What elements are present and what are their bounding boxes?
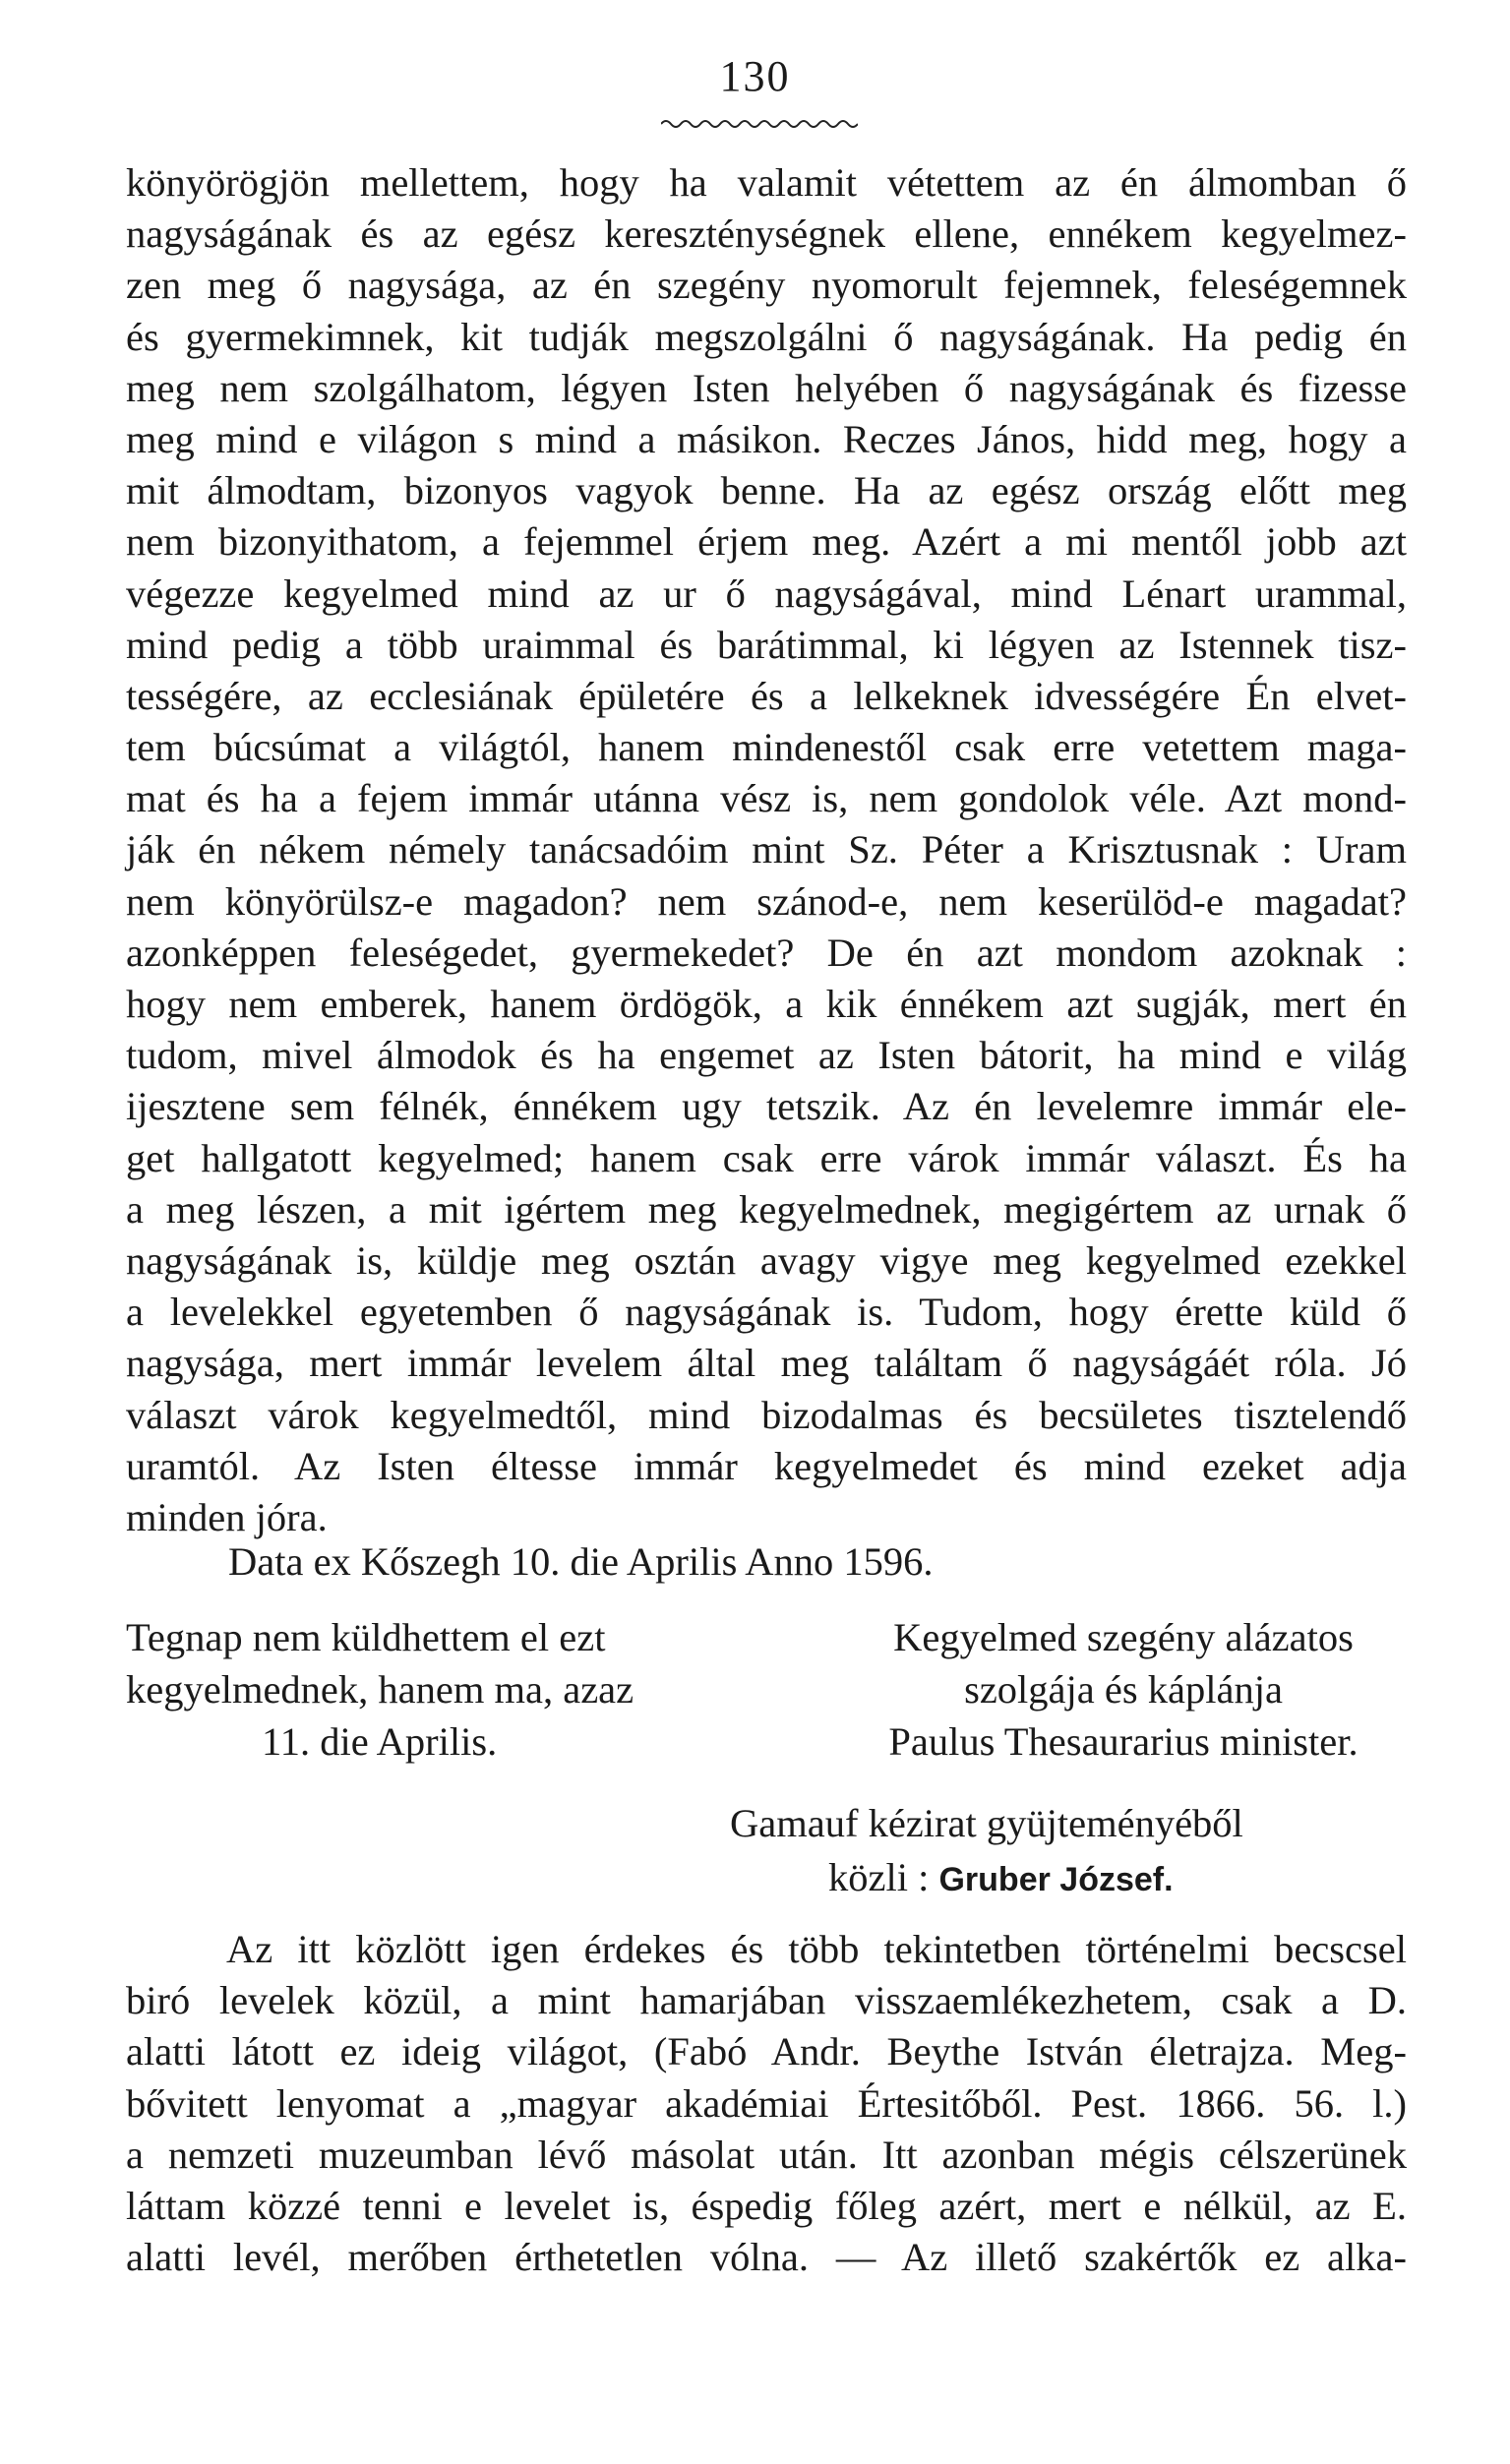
source-note (730, 1796, 1320, 1907)
letter-line: nagysága, mert immár levelem által meg találtam ő nagyságáét róla. Jó (126, 1341, 1407, 1386)
letter-line: könyörögjön mellettem, hogy ha valamit vétettem az én álmomban ő (126, 160, 1407, 205)
page-number: 130 (719, 52, 791, 100)
letter-line: meg mind e világon s mind a másikon. Reczes János, hidd meg, hogy a (126, 416, 1407, 461)
postscript (126, 1611, 634, 1768)
letter-line: és gyermekimnek, kit tudják megszolgálni ő nagyságának. Ha pedig én (126, 314, 1407, 359)
commentary-line: alatti látott ez ideig világot, (Fabó Andr. Beythe István életrajza. Meg- (126, 2029, 1407, 2074)
letter-line: mit álmodtam, bizonyos vagyok benne. Ha az egész ország előtt meg (126, 468, 1407, 513)
wavy-rule-ornament (661, 116, 858, 132)
editor-commentary (126, 1924, 1407, 2283)
signature-line: Paulus Thesaurarius minister. (888, 1719, 1359, 1764)
commentary-line: a nemzeti muzeumban lévő másolat után. Itt azonban mégis célszerünek (126, 2132, 1407, 2177)
letter-line: a meg lészen, a mit igértem meg kegyelmednek, megigértem az urnak ő (126, 1186, 1407, 1232)
letter-body (126, 157, 1407, 1543)
letter-line: ijesztene sem félnék, énnékem ugy tetszik. Az én levelemre immár ele- (126, 1084, 1407, 1129)
letter-line: nem bizonyithatom, a fejemmel érjem meg. Azért a mi mentől jobb azt (126, 519, 1407, 565)
postscript-line: kegyelmednek, hanem ma, azaz (126, 1667, 634, 1712)
letter-line: azonképpen feleségedet, gyermekedet? De én azt mondom azoknak : (126, 930, 1407, 975)
letter-line: zen meg ő nagysága, az én szegény nyomorult fejemnek, feleségemnek (126, 263, 1407, 308)
source-line: Gamauf kézirat gyüjteményéből (730, 1801, 1243, 1845)
letter-line: végezze kegyelmed mind az ur ő nagyságával, mind Lénart urammal, (126, 571, 1407, 616)
letter-line: választ várok kegyelmedtől, mind bizodalmas és becsületes tisztelendő (126, 1392, 1407, 1437)
letter-line: minden jóra. (126, 1494, 328, 1539)
letter-line: nagyságának is, küldje meg osztán avagy vigye meg kegyelmed ezekkel (126, 1237, 1407, 1283)
letter-line: mind pedig a több uraimmal és barátimmal, ki légyen az Istennek tisz- (126, 622, 1407, 667)
signature-block (848, 1611, 1399, 1768)
commentary-line: bővitett lenyomat a „magyar akadémiai Értesitőből. Pest. 1866. 56. l.) (126, 2080, 1407, 2126)
commentary-line: biró levelek közül, a mint hamarjában visszaemlékezhetem, csak a D. (126, 1978, 1407, 2023)
commentary-line: alatti levél, merőben érthetetlen vólna. — Az illető szakértők ez alka- (126, 2235, 1407, 2280)
letter-line: get hallgatott kegyelmed; hanem csak erre várok immár választ. És ha (126, 1135, 1407, 1180)
commentary-line: láttam közzé tenni e levelet is, éspedig főleg azért, mert e nélkül, az E. (126, 2183, 1407, 2228)
letter-line: tem búcsúmat a világtól, hanem mindenestől csak erre vetettem maga- (126, 725, 1407, 770)
source-author: Gruber József. (938, 1861, 1174, 1898)
letter-line: meg nem szolgálhatom, légyen Isten helyében ő nagyságának és fizesse (126, 365, 1407, 410)
letter-line: tudom, mivel álmodok és ha engemet az Isten bátorit, ha mind e világ (126, 1033, 1407, 1078)
letter-line: nem könyörülsz-e magadon? nem szánod-e, nem keserülöd-e magadat? (126, 878, 1407, 924)
dateline: Data ex Kőszegh 10. die Aprilis Anno 1596. (228, 1539, 934, 1584)
letter-line: a levelekkel egyetemben ő nagyságának is. Tudom, hogy érette küld ő (126, 1290, 1407, 1335)
letter-line: tességére, az ecclesiának épületére és a lelkeknek idvességére Én elvet- (126, 673, 1407, 718)
postscript-line: 11. die Aprilis. (262, 1719, 498, 1764)
letter-line: hogy nem emberek, hanem ördögök, a kik énnékem azt sugják, mert én (126, 982, 1407, 1026)
signature-line: szolgája és káplánja (964, 1667, 1283, 1712)
letter-line: uramtól. Az Isten éltesse immár kegyelmedet és mind ezeket adja (126, 1443, 1407, 1488)
commentary-line: Az itt közlött igen érdekes és több tekintetben történelmi becscsel (226, 1927, 1407, 1971)
letter-line: mat és ha a fejem immár utánna vész is, nem gondolok véle. Azt mond- (126, 776, 1407, 821)
source-credit-prefix: közli : (828, 1855, 939, 1899)
letter-line: ják én nékem némely tanácsadóim mint Sz. Péter a Krisztusnak : Uram (126, 827, 1407, 872)
letter-line: nagyságának és az egész kereszténységnek ellene, ennékem kegyelmez- (126, 211, 1407, 257)
signature-line: Kegyelmed szegény alázatos (893, 1615, 1354, 1659)
postscript-line: Tegnap nem küldhettem el ezt (126, 1615, 606, 1659)
source-credit (730, 1850, 1320, 1907)
